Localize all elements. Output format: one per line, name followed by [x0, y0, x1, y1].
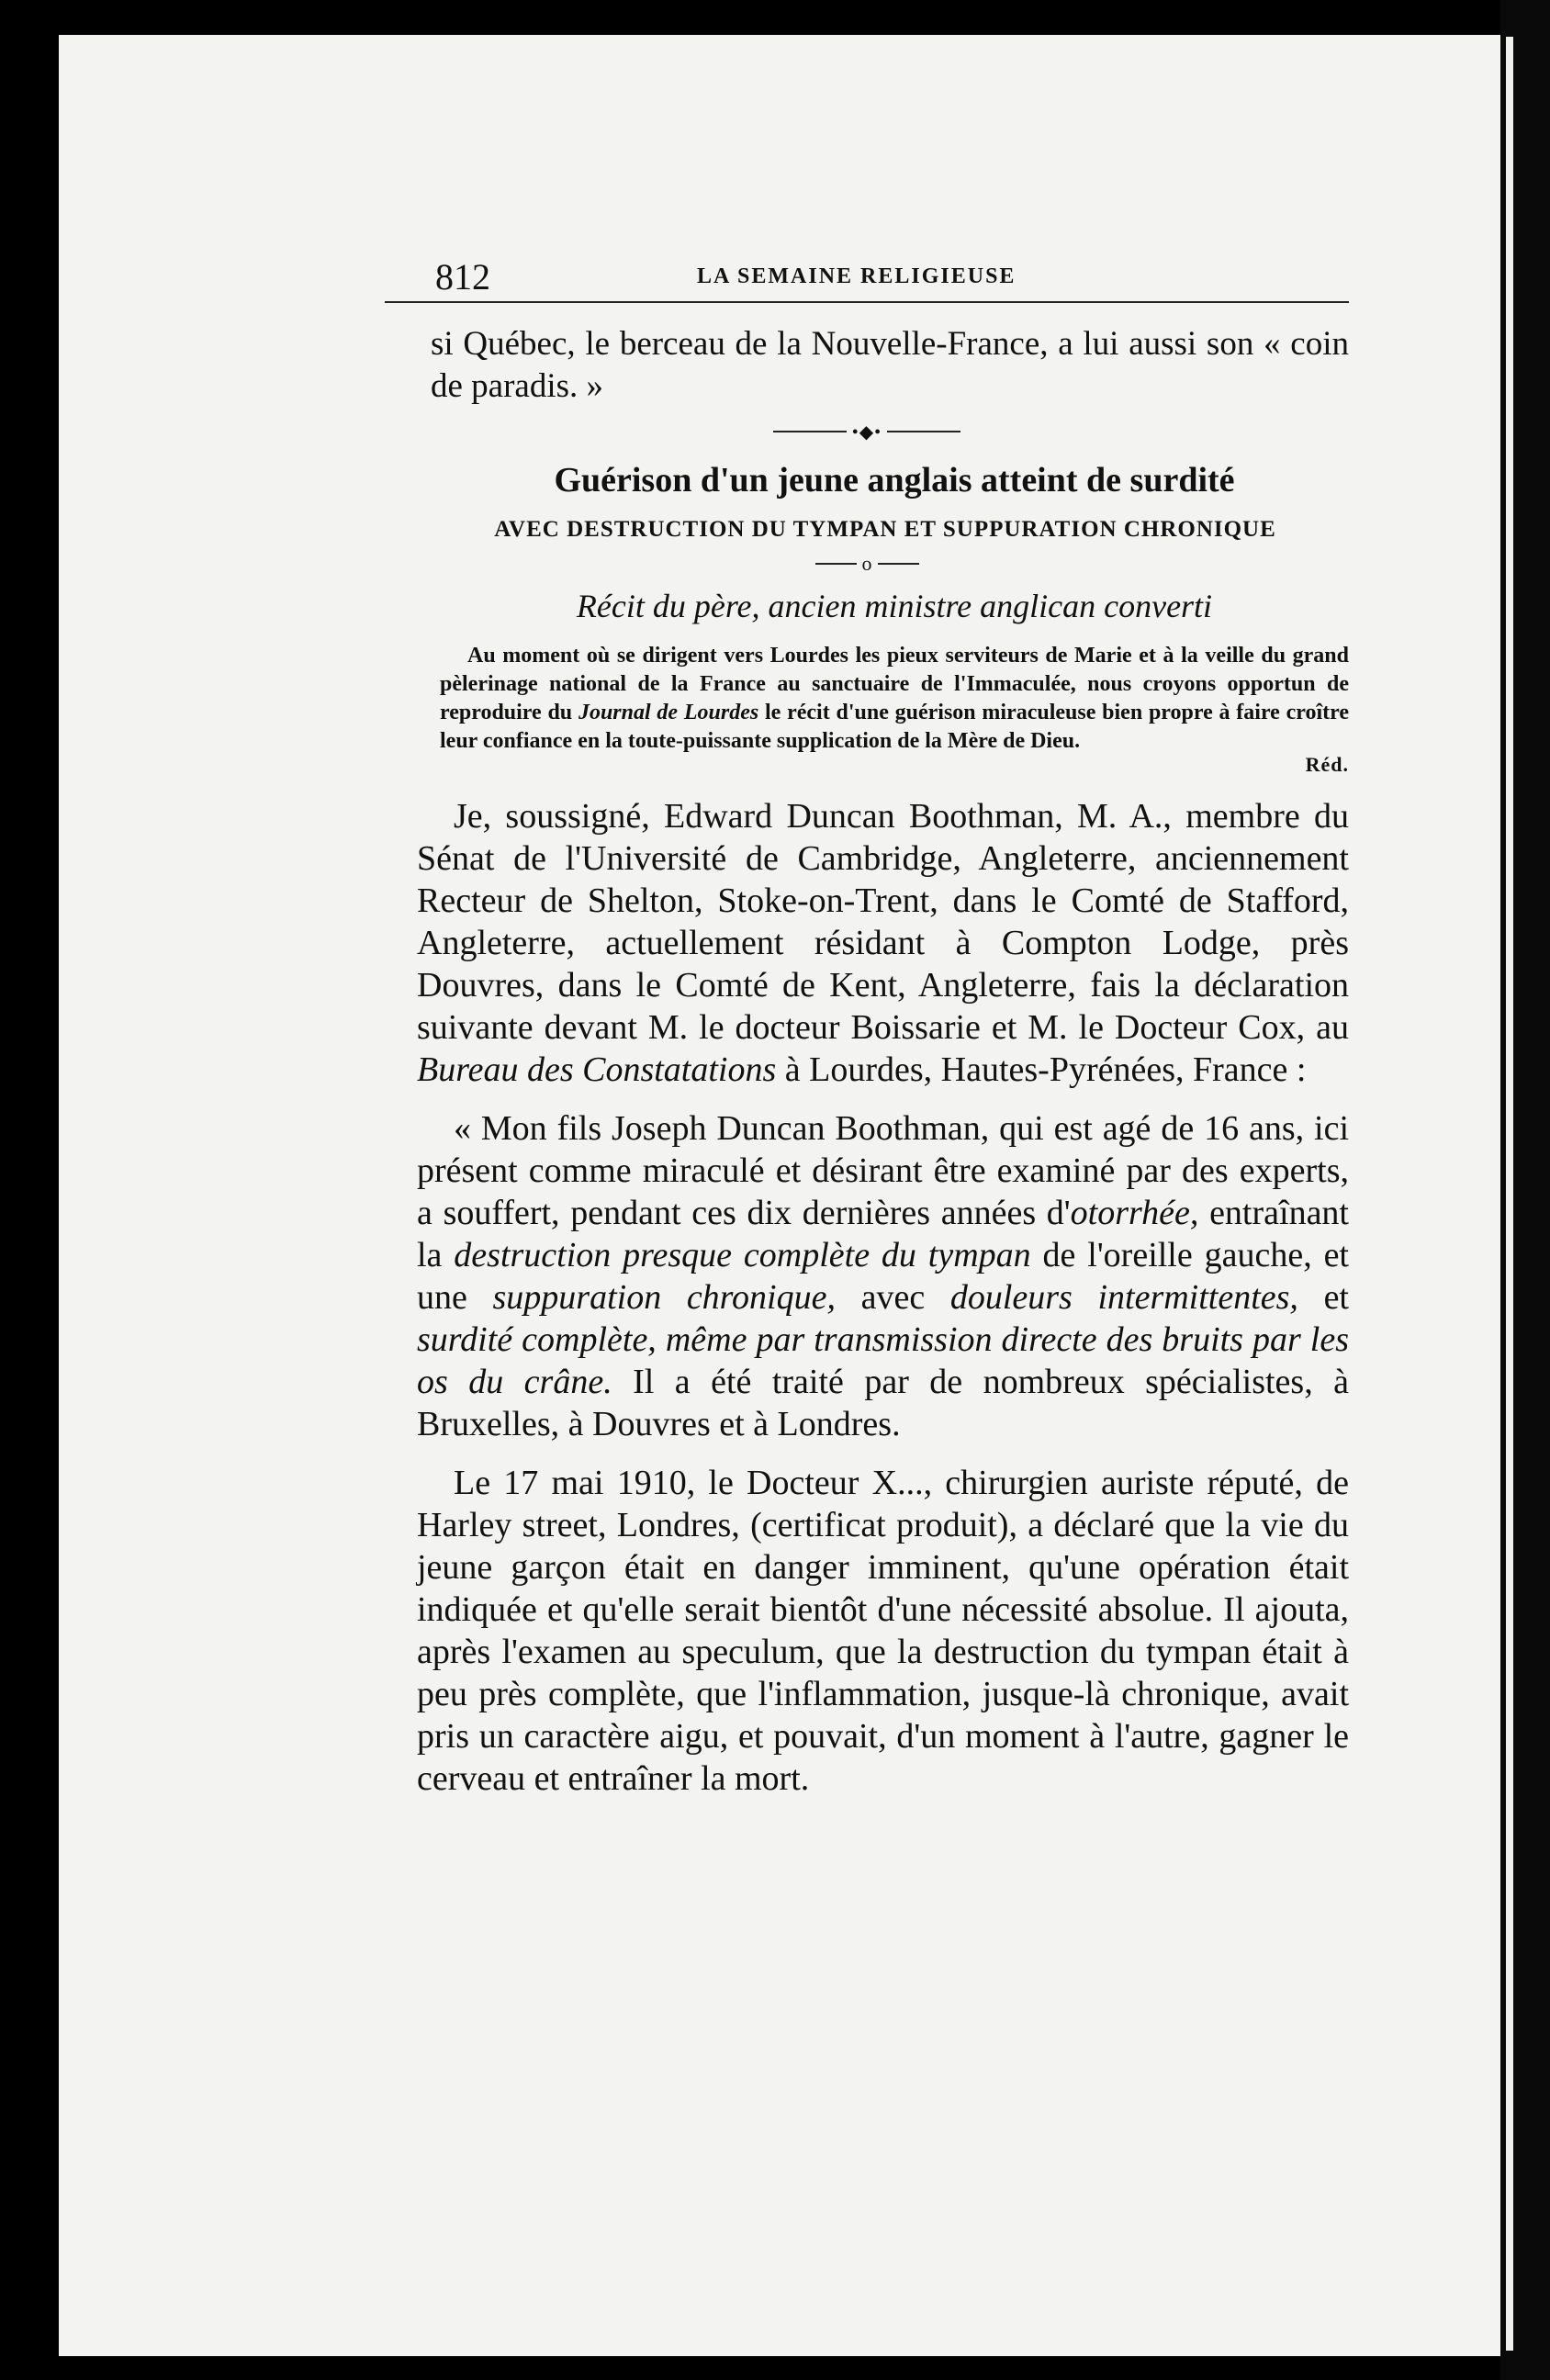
paragraph-2 [417, 1107, 1349, 1445]
journal-title: LA SEMAINE RELIGIEUSE [697, 264, 1016, 288]
para1-text-c: à Lourdes, Hautes-Pyrénées, France : [776, 1050, 1307, 1089]
para2-e: de l'oreille gauche, et une [417, 1235, 1349, 1317]
para2-h: douleurs intermittentes, [949, 1277, 1298, 1317]
para2-i: et [1297, 1277, 1349, 1317]
small-divider [385, 550, 1349, 576]
running-head [385, 246, 1349, 303]
editor-note [440, 642, 1349, 779]
article-title: Guérison d'un jeune anglais atteint de surdité [554, 461, 1235, 500]
para2-c: entraînant la [417, 1193, 1349, 1274]
page-content [385, 246, 1349, 1800]
para3-text: Le 17 mai 1910, le Docteur X..., chirurgien auriste réputé, de Harley street, Londres, (certificat produit), a déclaré que la vie du jeune garçon était en danger imminent, qu'une opération était indiquée et qu'elle serait bientôt d'une nécessité absolue. Il ajouta, après l'examen au speculum, que la destruction du tympan était à peu près complète, que l'inflammation, jusque-là chronique, avait pris un caractère aigu, et pouvait, d'un moment à l'autre, gagner le cerveau et entraîner la mort. [417, 1463, 1349, 1798]
carryover-text: si Québec, le berceau de la Nouvelle-France, a lui aussi son « coin de paradis. » [431, 325, 1349, 405]
para2-g: avec [835, 1277, 950, 1317]
para2-d: destruction presque complète du tympan [454, 1235, 1031, 1274]
ornament-divider: •◆• [385, 419, 1349, 443]
para2-b: otorrhée, [1070, 1193, 1199, 1232]
paragraph-3 [417, 1462, 1349, 1800]
para1-text-a: Je, soussigné, Edward Duncan Boothman, M. A., membre du Sénat de l'Université de Cambridge, Angleterre, anciennement Recteur de Shelton, Stoke-on-Trent, dans le Comté de Stafford, Angleterre, actuellement résidant à Compton Lodge, près Douvres, dans le Comté de Kent, Angleterre, fais la déclaration suivante devant M. le docteur Boissarie et M. le Docteur Cox, au [417, 796, 1349, 1047]
editor-signature: Réd. [1305, 752, 1349, 776]
journal-name: Journal de Lourdes [578, 700, 759, 724]
page-paper [59, 35, 1500, 2356]
para2-k: Il a été traité par de nombreux spécialistes, à Bruxelles, à Douvres et à Londres. [417, 1362, 1349, 1443]
divider-mark: o [861, 551, 872, 575]
scan-right-edge [1500, 0, 1550, 2380]
recit-heading: Récit du père, ancien ministre anglican converti [576, 587, 1213, 624]
page-number: 812 [435, 256, 490, 298]
note-text-2: le récit d'une guérison miraculeuse bien propre à faire croître leur confiance en la toute-puissante supplication de la Mère de Dieu. [440, 700, 1350, 753]
para2-j: surdité complète, même par transmission directe des bruits par les os du crâne. [417, 1319, 1349, 1401]
para2-f: suppuration chronique, [492, 1277, 836, 1317]
article-subtitle: AVEC DESTRUCTION DU TYMPAN ET SUPPURATION CHRONIQUE [494, 517, 1276, 542]
paragraph-1 [417, 795, 1349, 1091]
para1-italic: Bureau des Constatations [417, 1050, 777, 1089]
note-text-1: Au moment où se dirigent vers Lourdes les pieux serviteurs de Marie et à la veille du grand pèlerinage national de la France au sanctuaire de l'Immaculée, nous croyons opportun de reproduire du [440, 643, 1349, 724]
para2-a: « Mon fils Joseph Duncan Boothman, qui est agé de 16 ans, ici présent comme miraculé et désirant être examiné par des experts, a souffert, pendant ces dix dernières années d' [417, 1108, 1349, 1232]
